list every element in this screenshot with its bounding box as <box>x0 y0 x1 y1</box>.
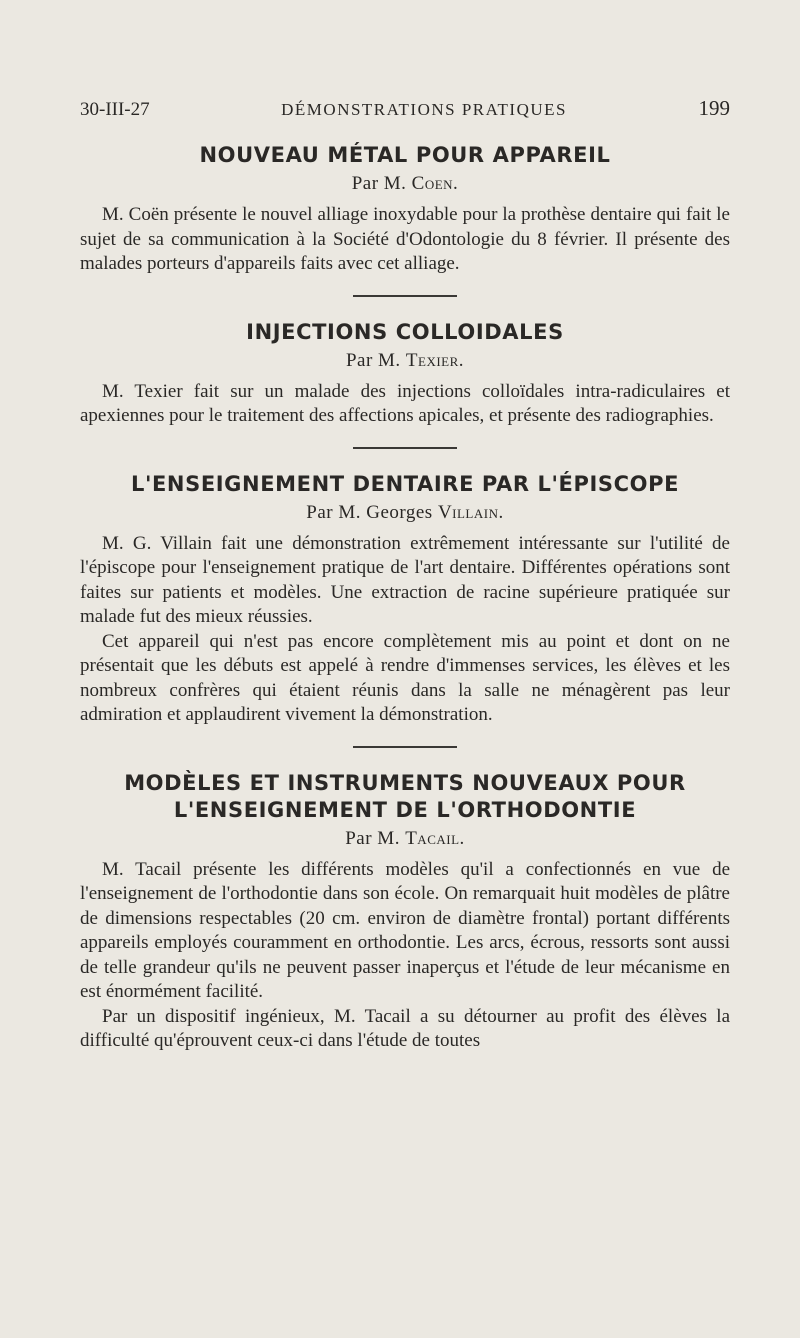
section-title: NOUVEAU MÉTAL POUR APPAREIL <box>199 143 611 167</box>
byline-prefix: Par M. Georges <box>306 501 433 523</box>
page-number: 199 <box>698 96 730 120</box>
section-title: MODÈLES ET INSTRUMENTS NOUVEAUX POUR L'ENSEIGNEMENT DE L'ORTHODONTIE <box>124 770 686 822</box>
section-orthodontie <box>80 770 730 1054</box>
section-divider <box>353 447 457 449</box>
section-title: L'ENSEIGNEMENT DENTAIRE PAR L'ÉPISCOPE <box>130 471 680 496</box>
byline <box>80 826 730 852</box>
byline-prefix: Par M. <box>345 827 400 849</box>
section-title: INJECTIONS COLLOIDALES <box>246 319 564 344</box>
paragraph: M. G. Villain fait une démonstration extrêmement intéressante sur l'utilité de l'épiscope pour l'enseignement pratique de l'art dentaire. Différentes opérations sont faites sur patients et modèles. Une extraction de racine supérieure pratiquée sur malade fut des mieux réussies. <box>80 532 730 627</box>
issue-date: 30-III-27 <box>80 99 150 120</box>
section-episcope <box>80 471 730 728</box>
byline <box>80 348 730 374</box>
paragraph: Par un dispositif ingénieux, M. Tacail a su détourner au profit des élèves la difficulté qu'éprouvent ceux-ci dans l'étude de toutes <box>80 1005 730 1051</box>
running-head <box>80 96 730 121</box>
section-divider <box>353 746 457 748</box>
section-divider <box>353 295 457 297</box>
author-name: Texier. <box>405 349 465 371</box>
section-nouveau-metal <box>80 142 730 277</box>
running-title: DÉMONSTRATIONS PRATIQUES <box>281 100 567 119</box>
paragraph: M. Texier fait sur un malade des injections colloïdales intra-radiculaires et apexiennes pour le traitement des affections apicales, et présente des radiographies. <box>80 380 730 426</box>
paragraph: M. Coën présente le nouvel alliage inoxydable pour la prothèse dentaire qui fait le sujet de sa communication à la Société d'Odontologie du 8 février. Il présente des malades porteurs d'appareils faits avec cet alliage. <box>80 204 730 274</box>
byline-prefix: Par M. <box>345 349 401 371</box>
author-name: Villain. <box>437 501 504 523</box>
author-name: Tacail. <box>405 827 465 849</box>
paragraph: Cet appareil qui n'est pas encore complètement mis au point et dont on ne présentait que les débuts est appelé à rendre d'immenses services, les élèves et les nombreux confrères qui étaient réunis dans la salle ne ménagèrent pas leur admiration et applaudirent vivement la démonstration. <box>80 630 730 725</box>
paragraph: M. Tacail présente les différents modèles qu'il a confectionnés en vue de l'enseignement de l'orthodontie dans son école. On remarquait huit modèles de plâtre de dimensions respectables (20 cm. environ de diamètre frontal) portant différents appareils employés couramment en orthodontie. Les arcs, écrous, ressorts sont aussi de telle grandeur qu'ils ne peuvent passer inaperçus et l'étude de leur mécanisme en est énormément facilité. <box>80 858 730 1002</box>
byline <box>80 500 730 526</box>
byline <box>80 171 730 197</box>
author-name: Coen. <box>411 173 459 194</box>
byline-prefix: Par M. <box>351 173 407 194</box>
section-injections <box>80 319 730 429</box>
article-body <box>80 142 730 1054</box>
